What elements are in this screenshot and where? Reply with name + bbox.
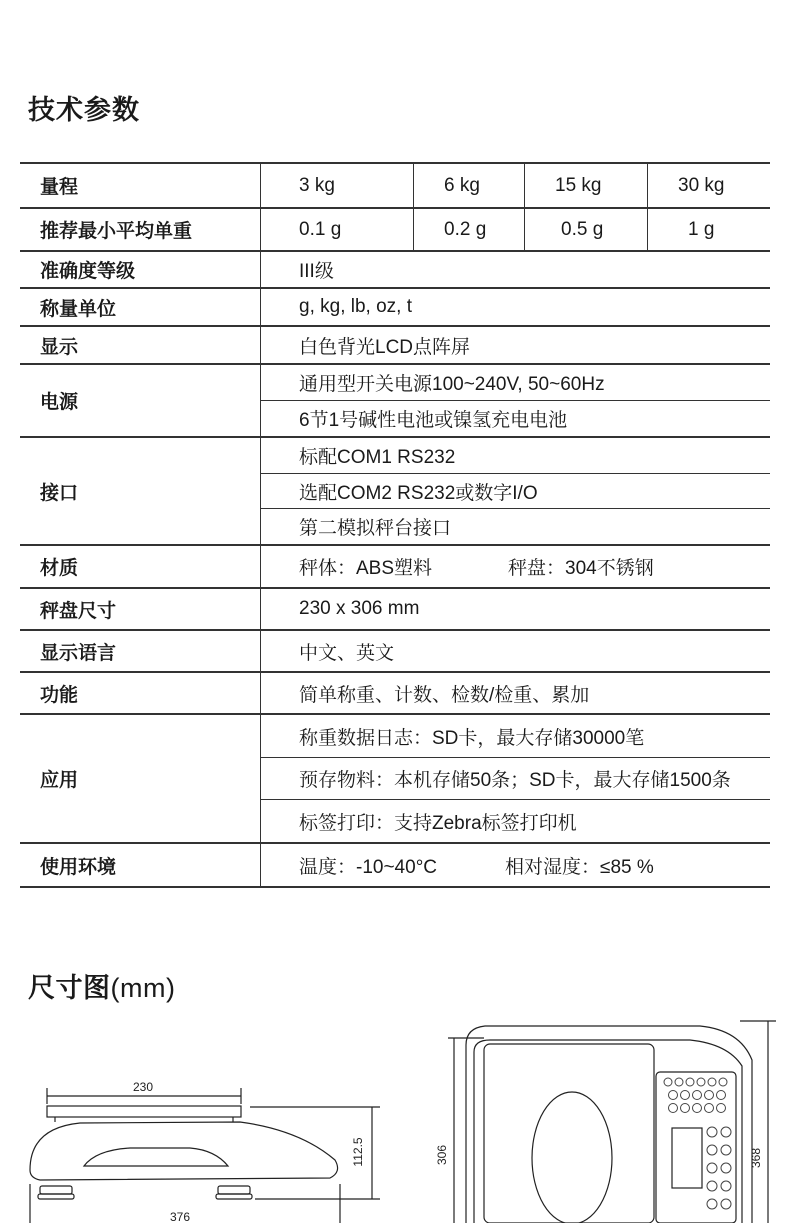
spec-label: 功能 bbox=[20, 672, 261, 714]
spec-value-line: 6节1号碱性电池或镍氢充电电池 bbox=[261, 400, 770, 436]
readability-cell: 1 g bbox=[688, 218, 715, 240]
spec-label: 使用环境 bbox=[20, 843, 261, 887]
spec-value: 白色背光LCD点阵屏 bbox=[299, 336, 471, 358]
dimensions-title: 尺寸图(mm) bbox=[28, 973, 176, 1003]
spec-value: 秤盘：304不锈钢 bbox=[508, 558, 654, 579]
side-view-drawing bbox=[30, 1088, 380, 1223]
spec-value: 简单称重、计数、检数/检重、累加 bbox=[299, 684, 590, 706]
spec-value: 中文、英文 bbox=[299, 642, 395, 664]
spec-value: III级 bbox=[299, 261, 334, 282]
spec-label: 材质 bbox=[20, 545, 261, 588]
spec-value: 秤体：ABS塑料 bbox=[299, 558, 433, 579]
spec-label: 接口 bbox=[20, 437, 261, 545]
range-cell: 3 kg bbox=[261, 164, 414, 207]
spec-label: 秤盘尺寸 bbox=[20, 588, 261, 630]
spec-label: 应用 bbox=[20, 714, 261, 843]
spec-value-line: 选配COM2 RS232或数字I/O bbox=[261, 473, 770, 508]
top-view-drawing bbox=[448, 1021, 776, 1223]
spec-value-line: 称重数据日志：SD卡，最大存储30000笔 bbox=[299, 727, 645, 749]
readability-cell: 0.2 g bbox=[414, 209, 525, 250]
spec-value-line: 标配COM1 RS232 bbox=[299, 447, 456, 468]
spec-value: 230 x 306 mm bbox=[299, 598, 420, 619]
spec-label: 电源 bbox=[20, 364, 261, 437]
spec-label: 准确度等级 bbox=[20, 251, 261, 288]
spec-label: 显示 bbox=[20, 326, 261, 364]
readability-cell: 0.1 g bbox=[261, 209, 414, 250]
spec-label: 显示语言 bbox=[20, 630, 261, 672]
dim-pan-width: 230 bbox=[132, 1080, 154, 1094]
spec-label: 量程 bbox=[20, 163, 261, 208]
dim-base-width: 376 bbox=[169, 1210, 191, 1223]
dim-height: 112.5 bbox=[351, 1137, 365, 1167]
spec-label: 推荐最小平均单重 bbox=[20, 208, 261, 251]
keypad-buttons bbox=[664, 1078, 731, 1209]
dim-pan-depth: 306 bbox=[435, 1144, 449, 1166]
dim-total-depth: 368 bbox=[749, 1147, 763, 1169]
specs-title: 技术参数 bbox=[28, 95, 140, 125]
spec-value-line: 第二模拟秤台接口 bbox=[261, 508, 770, 544]
spec-label: 称量单位 bbox=[20, 288, 261, 326]
spec-value-line: 预存物料：本机存储50条；SD卡，最大存储1500条 bbox=[261, 757, 770, 799]
spec-value-line: 标签打印：支持Zebra标签打印机 bbox=[261, 799, 770, 842]
spec-value: g, kg, lb, oz, t bbox=[299, 296, 412, 317]
spec-value: 温度：-10~40°C bbox=[299, 856, 438, 878]
readability-cell: 0.5 g bbox=[525, 209, 648, 250]
range-cell: 15 kg bbox=[525, 164, 648, 207]
range-cell: 6 kg bbox=[414, 164, 525, 207]
range-cell: 30 kg bbox=[678, 174, 725, 196]
spec-value: 相对湿度：≤85 % bbox=[505, 856, 654, 878]
spec-value-line: 通用型开关电源100~240V, 50~60Hz bbox=[299, 374, 605, 395]
